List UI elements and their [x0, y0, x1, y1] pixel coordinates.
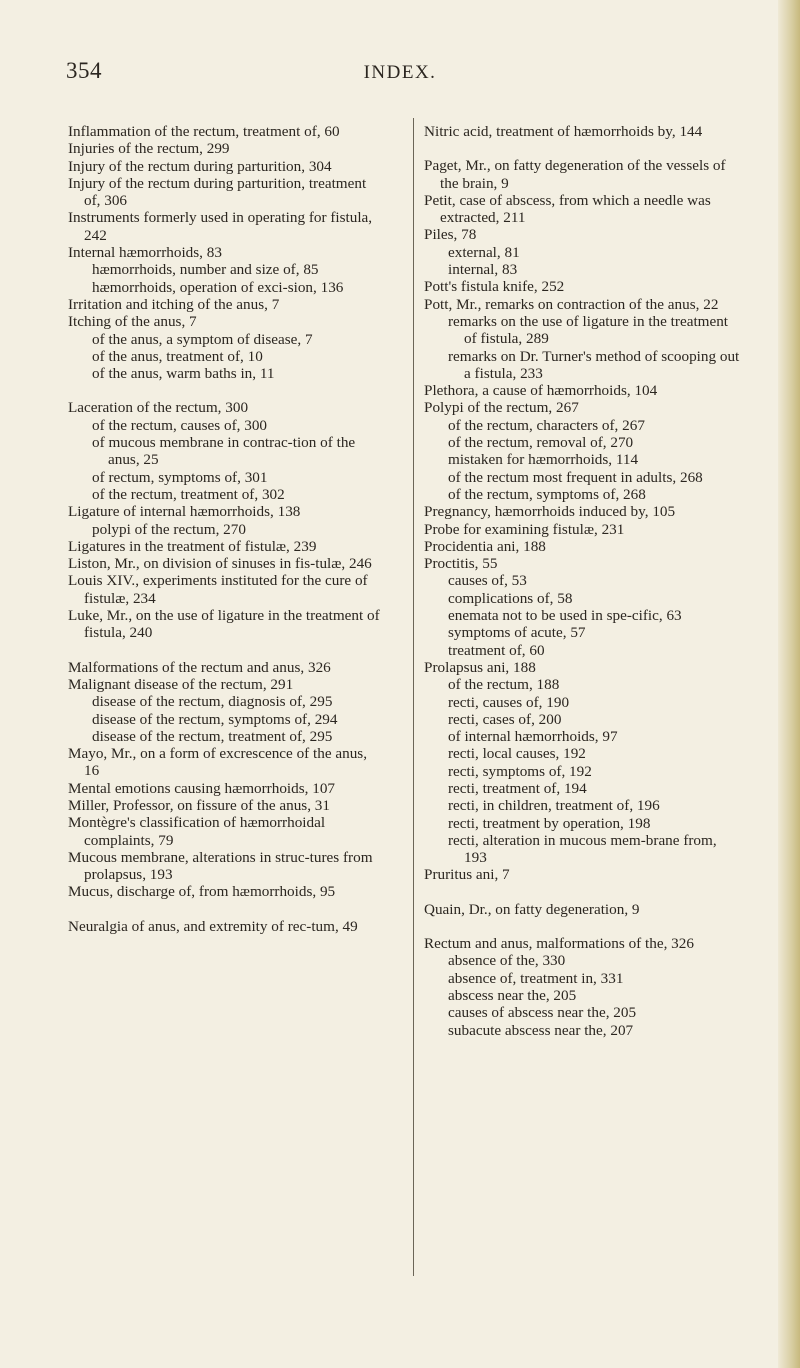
index-entry: Instruments formerly used in operating for fistula, 242	[68, 209, 373, 244]
index-entry: Luke, Mr., on the use of ligature in the treatment of fistula, 240	[68, 607, 380, 642]
index-subentry: of the anus, warm baths in, 11	[92, 365, 275, 383]
index-subentry: causes of abscess near the, 205	[448, 1004, 637, 1022]
index-subentry: disease of the rectum, diagnosis of, 295	[92, 693, 333, 711]
index-entry: Laceration of the rectum, 300	[68, 399, 249, 417]
index-entry: Polypi of the rectum, 267	[424, 399, 579, 417]
index-entry: Irritation and itching of the anus, 7	[68, 295, 280, 313]
index-subentry: remarks on the use of ligature in the treatment of fistula, 289	[448, 312, 729, 348]
index-subentry: of the rectum, characters of, 267	[448, 416, 645, 434]
index-subentry: absence of, treatment in, 331	[448, 969, 624, 987]
index-entry: Inflammation of the rectum, treatment of, 60	[68, 123, 340, 140]
index-entry: Louis XIV., experiments instituted for the cure of fistulæ, 234	[68, 572, 368, 607]
index-subentry: hæmorrhoids, number and size of, 85	[92, 261, 319, 279]
index-entry: Malignant disease of the rectum, 291	[68, 675, 294, 693]
index-subentry: recti, treatment of, 194	[448, 779, 587, 797]
page-header	[0, 58, 800, 98]
index-entry: Pott, Mr., remarks on contraction of the anus, 22	[424, 295, 719, 313]
index-subentry: abscess near the, 205	[448, 986, 577, 1004]
index-entry: Montègre's classification of hæmorrhoidal complaints, 79	[68, 814, 326, 849]
index-subentry: causes of, 53	[448, 572, 527, 590]
index-entry: Neuralgia of anus, and extremity of rec-tum, 49	[68, 917, 358, 935]
index-entry: Ligatures in the treatment of fistulæ, 239	[68, 537, 317, 555]
index-subentry: of mucous membrane in contrac-tion of the anus, 25	[92, 434, 356, 469]
index-subentry: mistaken for hæmorrhoids, 114	[448, 451, 639, 469]
index-subentry: hæmorrhoids, operation of exci-sion, 136	[92, 278, 344, 296]
index-column-left	[68, 123, 384, 935]
index-subentry: polypi of the rectum, 270	[92, 520, 246, 538]
index-entry: Mental emotions causing hæmorrhoids, 107	[68, 779, 336, 797]
index-subentry: of rectum, symptoms of, 301	[92, 468, 268, 486]
index-entry: Malformations of the rectum and anus, 326	[68, 658, 331, 676]
index-subentry: of internal hæmorrhoids, 97	[448, 728, 618, 746]
index-subentry: recti, causes of, 190	[448, 693, 570, 711]
index-subentry: external, 81	[448, 243, 520, 261]
index-subentry: internal, 83	[448, 261, 518, 279]
index-entry: Piles, 78	[424, 226, 477, 244]
index-entry: Mayo, Mr., on a form of excrescence of the anus, 16	[68, 745, 368, 780]
index-entry: Proctitis, 55	[424, 555, 498, 573]
index-column-right	[424, 123, 742, 1039]
index-entry: Itching of the anus, 7	[68, 313, 197, 331]
index-entry: Prolapsus ani, 188	[424, 658, 536, 676]
index-subentry: remarks on Dr. Turner's method of scooping out a fistula, 233	[448, 347, 740, 382]
index-subentry: disease of the rectum, symptoms of, 294	[92, 710, 338, 728]
index-entry: Injury of the rectum during parturition, 304	[68, 157, 332, 175]
index-subentry: disease of the rectum, treatment of, 295	[92, 727, 333, 745]
index-subentry: of the rectum, treatment of, 302	[92, 485, 285, 503]
index-entry: Rectum and anus, malformations of the, 326	[424, 935, 694, 953]
running-head: INDEX.	[363, 62, 437, 83]
page-edge	[778, 0, 800, 1368]
index-entry: Ligature of internal hæmorrhoids, 138	[68, 503, 301, 521]
index-subentry: recti, symptoms of, 192	[448, 762, 592, 780]
index-subentry: recti, local causes, 192	[448, 745, 586, 763]
index-subentry: treatment of, 60	[448, 641, 545, 659]
index-subentry: subacute abscess near the, 207	[448, 1021, 634, 1039]
index-subentry: of the anus, a symptom of disease, 7	[92, 330, 313, 348]
index-entry: Probe for examining fistulæ, 231	[424, 520, 625, 538]
index-subentry: enemata not to be used in spe-cific, 63	[448, 607, 682, 625]
index-entry: Injuries of the rectum, 299	[68, 140, 230, 158]
index-subentry: of the rectum, 188	[448, 676, 560, 694]
index-entry: Liston, Mr., on division of sinuses in fis-tulæ, 246	[68, 555, 372, 573]
index-entry: Petit, case of abscess, from which a needle was extracted, 211	[424, 191, 711, 227]
index-subentry: of the rectum, removal of, 270	[448, 434, 634, 452]
column-divider	[413, 118, 414, 1276]
index-subentry: recti, treatment by operation, 198	[448, 814, 651, 832]
index-entry: Pott's fistula knife, 252	[424, 278, 565, 296]
index-subentry: complications of, 58	[448, 589, 573, 607]
index-subentry: absence of the, 330	[448, 952, 566, 970]
index-subentry: of the rectum, symptoms of, 268	[448, 485, 646, 503]
index-subentry: of the rectum, causes of, 300	[92, 416, 268, 434]
index-entry: Plethora, a cause of hæmorrhoids, 104	[424, 382, 658, 400]
index-entry: Internal hæmorrhoids, 83	[68, 244, 222, 262]
index-entry: Mucus, discharge of, from hæmorrhoids, 95	[68, 883, 336, 901]
index-subentry: recti, alteration in mucous mem-brane from, 193	[448, 831, 717, 867]
index-entry: Pregnancy, hæmorrhoids induced by, 105	[424, 503, 676, 521]
index-subentry: recti, in children, treatment of, 196	[448, 797, 660, 815]
index-entry: Procidentia ani, 188	[424, 537, 546, 555]
index-entry: Mucous membrane, alterations in struc-tures from prolapsus, 193	[68, 848, 373, 884]
index-entry: Miller, Professor, on fissure of the anus, 31	[68, 796, 330, 814]
index-subentry: recti, cases of, 200	[448, 710, 562, 728]
page-number: 354	[66, 58, 102, 83]
index-entry: Injury of the rectum during parturition, treatment of, 306	[68, 174, 367, 210]
index-subentry: of the rectum most frequent in adults, 268	[448, 468, 703, 486]
index-entry: Nitric acid, treatment of hæmorrhoids by, 144	[424, 123, 703, 140]
index-subentry: of the anus, treatment of, 10	[92, 347, 263, 365]
index-entry: Quain, Dr., on fatty degeneration, 9	[424, 900, 640, 918]
index-subentry: symptoms of acute, 57	[448, 624, 586, 642]
index-entry: Pruritus ani, 7	[424, 866, 510, 884]
index-entry: Paget, Mr., on fatty degeneration of the vessels of the brain, 9	[424, 157, 726, 192]
